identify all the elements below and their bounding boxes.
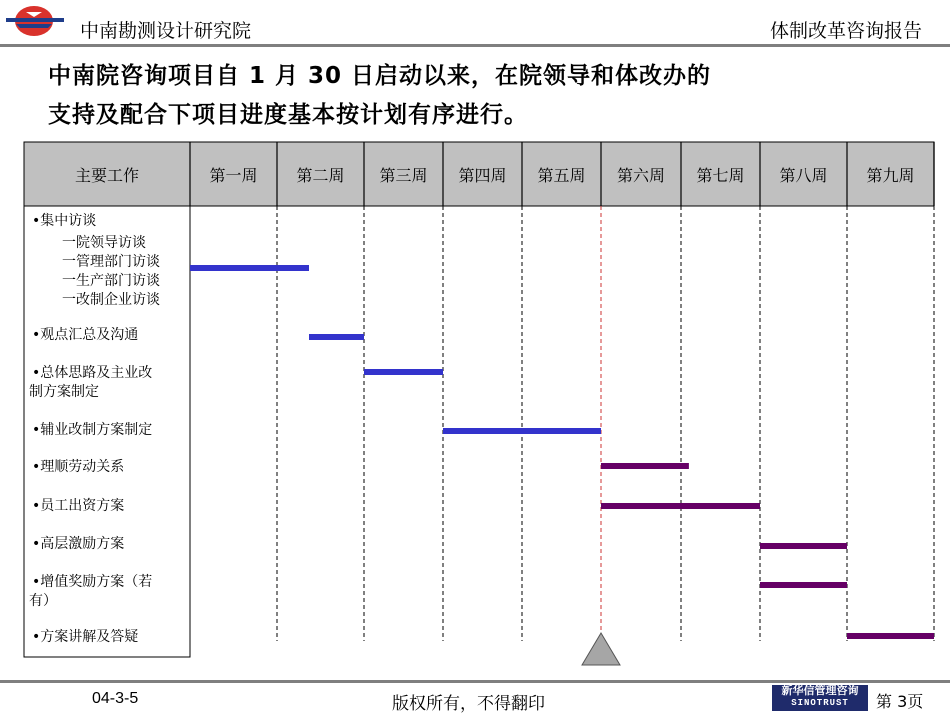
task-label-line-2: 制方案制定 xyxy=(29,384,99,400)
column-header-week-4: 第四周 xyxy=(458,167,507,185)
page-number: 第 3页 xyxy=(876,692,924,711)
task-label xyxy=(32,628,138,647)
task-subitem: 一改制企业访谈 xyxy=(62,292,160,308)
task-label-line: •增值奖励方案（若 xyxy=(32,574,153,590)
brand-cn: 新华信管理咨询 xyxy=(781,684,859,697)
column-header-week-6: 第六周 xyxy=(616,167,665,185)
task-label xyxy=(29,573,153,611)
task-label xyxy=(32,458,124,477)
column-header-week-7: 第七周 xyxy=(696,167,745,185)
task-label xyxy=(32,212,96,231)
task-label xyxy=(32,535,124,554)
column-header-week-2: 第二周 xyxy=(296,167,345,185)
report-title: 体制改革咨询报告 xyxy=(769,20,922,42)
task-label-line: •理顺劳动关系 xyxy=(32,459,125,475)
task-subitem: 一管理部门访谈 xyxy=(62,254,160,270)
column-header-week-3: 第三周 xyxy=(379,167,428,185)
brand-en: SINOTRUST xyxy=(791,698,849,708)
footer-divider xyxy=(0,680,950,683)
sinotrust-logo xyxy=(772,685,868,711)
column-header-week-8: 第八周 xyxy=(779,167,828,185)
task-label xyxy=(32,497,124,516)
task-label-line: •方案讲解及答疑 xyxy=(32,629,139,645)
current-week-triangle xyxy=(582,633,620,665)
task-label-line: •辅业改制方案制定 xyxy=(32,422,153,438)
footer-copyright: 版权所有，不得翻印 xyxy=(392,694,545,714)
column-header-week-5: 第五周 xyxy=(537,167,586,185)
task-label-line: •集中访谈 xyxy=(32,213,97,229)
column-header-week-9: 第九周 xyxy=(866,167,915,185)
task-label xyxy=(29,364,153,402)
footer-date: 04-3-5 xyxy=(92,690,139,707)
task-label-line: •高层激励方案 xyxy=(32,536,125,552)
task-label-line: •总体思路及主业改 xyxy=(32,365,153,381)
organization-name: 中南勘测设计研究院 xyxy=(80,20,252,42)
column-header-main-work: 主要工作 xyxy=(74,167,139,185)
task-label-line: •观点汇总及沟通 xyxy=(32,327,139,343)
column-header-week-1: 第一周 xyxy=(209,167,258,185)
headline-line-1: 中南院咨询项目自 1 月 30 日启动以来，在院领导和体改办的 xyxy=(48,63,712,89)
task-subitem: 一生产部门访谈 xyxy=(62,273,160,289)
task-label-line-2: 有） xyxy=(29,593,57,609)
task-label xyxy=(32,326,138,345)
task-label-line: •员工出资方案 xyxy=(32,498,125,514)
task-subitem: 一院领导访谈 xyxy=(62,235,146,251)
task-label xyxy=(32,421,152,440)
headline-line-2: 支持及配合下项目进度基本按计划有序进行。 xyxy=(48,102,528,128)
